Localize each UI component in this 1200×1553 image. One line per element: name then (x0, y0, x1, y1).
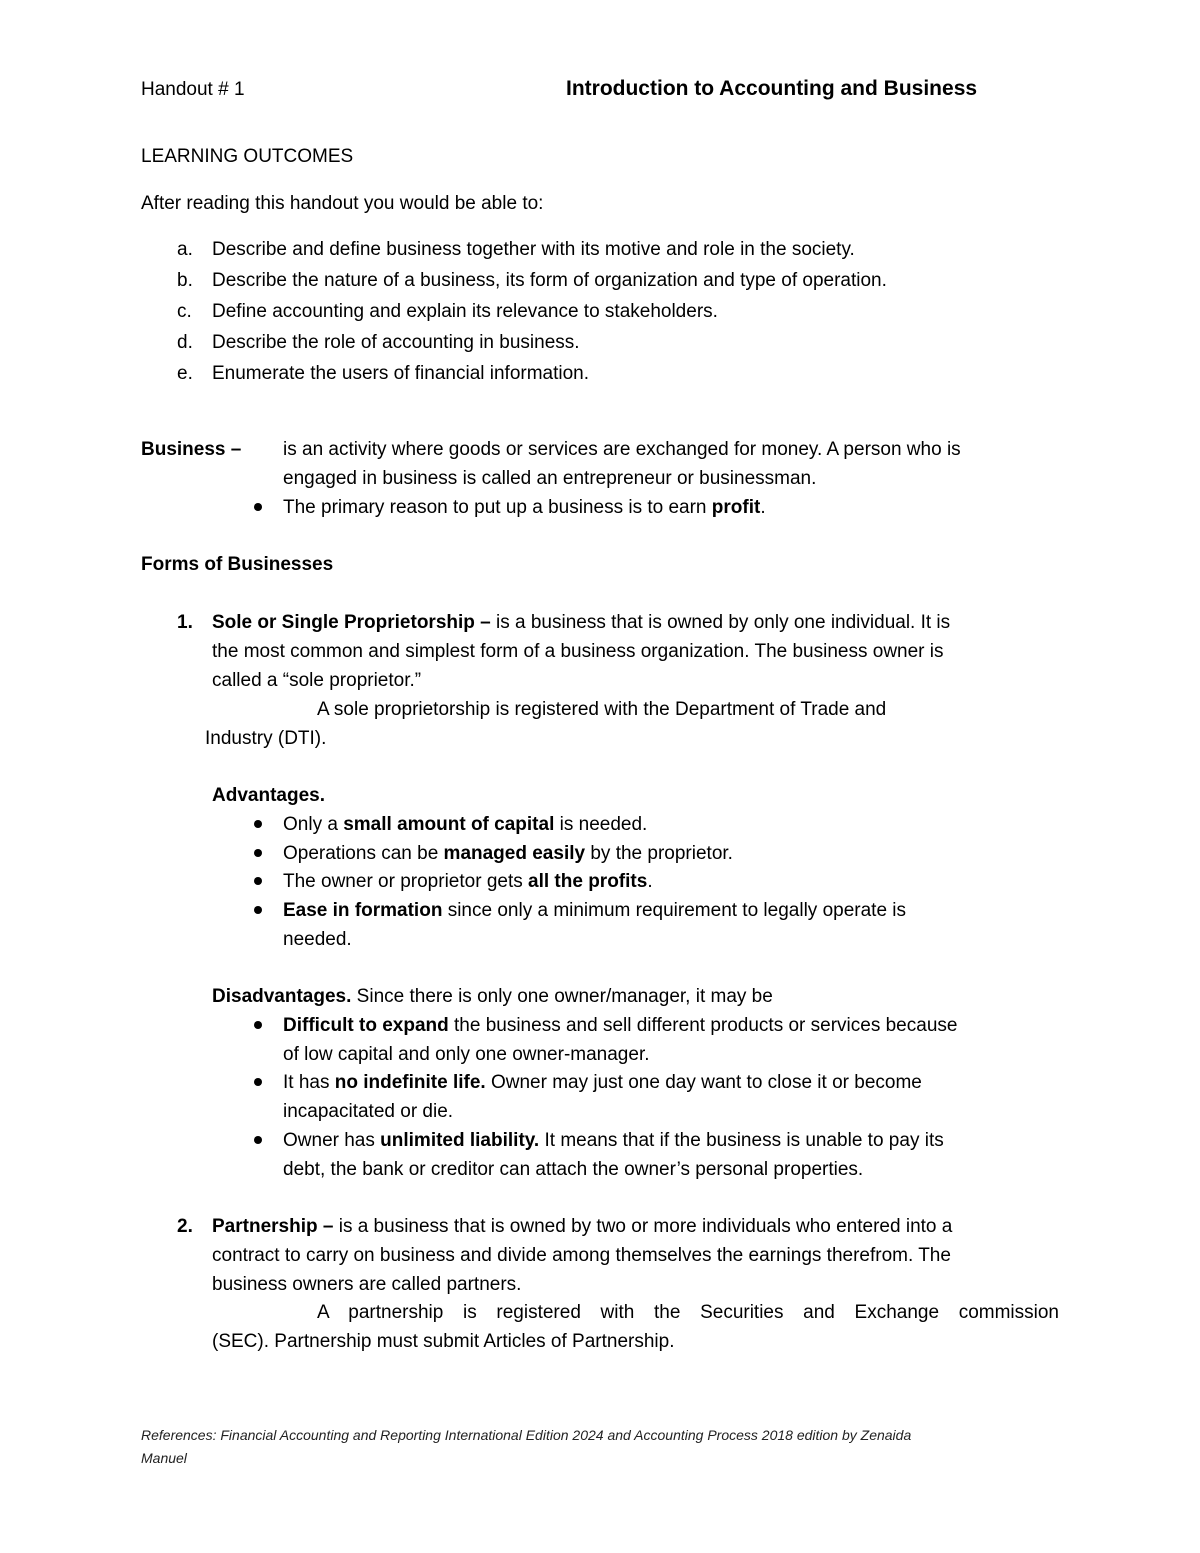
partnership-line2: contract to carry on business and divide among themselves the earnings therefrom. The (212, 1245, 951, 1266)
bullet-icon (254, 849, 262, 857)
sole-line2: the most common and simplest form of a business organization. The business owner is (212, 641, 944, 662)
sole-line1: Sole or Single Proprietorship – is a business that is owned by only one individual. It is (212, 612, 951, 633)
outcome-item: Define accounting and explain its relevance to stakeholders. (212, 301, 718, 322)
sole-registration-line1: A sole proprietorship is registered with the Department of Trade and (317, 699, 887, 720)
outcome-item: Describe the nature of a business, its form of organization and type of operation. (212, 270, 887, 291)
partnership-line1: Partnership – is a business that is owned by two or more individuals who entered into a (212, 1216, 953, 1237)
disadvantage-item: Owner has unlimited liability. It means that if the business is unable to pay its (283, 1130, 944, 1151)
disadvantage-item: It has no indefinite life. Owner may just one day want to close it or become (283, 1072, 922, 1093)
outcome-item: Enumerate the users of financial information. (212, 363, 590, 384)
disadvantage-item-continued: debt, the bank or creditor can attach the owner’s personal properties. (283, 1159, 864, 1180)
advantage-item: Ease in formation since only a minimum requirement to legally operate is (283, 900, 907, 921)
sole-number: 1. (177, 612, 193, 633)
advantage-item: Operations can be managed easily by the proprietor. (283, 843, 733, 864)
outcome-marker: b. (177, 270, 193, 291)
bullet-icon (254, 1021, 262, 1029)
advantage-item: The owner or proprietor gets all the profits. (283, 871, 653, 892)
sole-line3: called a “sole proprietor.” (212, 670, 422, 691)
partnership-registration-line2: (SEC). Partnership must submit Articles of Partnership. (212, 1331, 675, 1352)
learning-outcomes-heading: LEARNING OUTCOMES (141, 146, 354, 167)
business-definition-line1: is an activity where goods or services are exchanged for money. A person who is (283, 439, 961, 460)
bullet-icon (254, 877, 262, 885)
bullet-icon (254, 820, 262, 828)
advantages-heading: Advantages. (212, 785, 325, 806)
business-profit-bullet: The primary reason to put up a business is to earn profit. (283, 497, 766, 518)
outcome-marker: c. (177, 301, 192, 322)
document-title: Introduction to Accounting and Business (566, 77, 978, 100)
forms-heading: Forms of Businesses (141, 554, 334, 575)
partnership-number: 2. (177, 1216, 193, 1237)
bullet-icon (254, 906, 262, 914)
outcome-item: Describe and define business together with its motive and role in the society. (212, 239, 855, 260)
outcome-marker: a. (177, 239, 193, 260)
handout-number: Handout # 1 (141, 79, 245, 100)
bullet-icon (254, 1078, 262, 1086)
disadvantage-item-continued: incapacitated or die. (283, 1101, 454, 1122)
business-definition-line2: engaged in business is called an entrepreneur or businessman. (283, 468, 817, 489)
partnership-registration-line1: A partnership is registered with the Securities and Exchange commission (317, 1302, 1059, 1323)
business-term: Business – (141, 439, 242, 460)
bullet-icon (254, 1136, 262, 1144)
sole-registration-line2: Industry (DTI). (205, 728, 327, 749)
outcome-item: Describe the role of accounting in business. (212, 332, 580, 353)
outcome-marker: e. (177, 363, 193, 384)
disadvantage-item: Difficult to expand the business and sell different products or services because (283, 1015, 958, 1036)
advantage-item: Only a small amount of capital is needed. (283, 814, 648, 835)
outcome-marker: d. (177, 332, 193, 353)
disadvantage-item-continued: of low capital and only one owner-manager. (283, 1044, 650, 1065)
footer-references-line1: References: Financial Accounting and Reporting International Edition 2024 and Accounting Process 2018 edition by Zenaida (141, 1427, 912, 1443)
disadvantages-heading: Disadvantages. Since there is only one owner/manager, it may be (212, 986, 773, 1007)
bullet-icon (254, 503, 262, 511)
advantage-item-continued: needed. (283, 929, 352, 950)
outcomes-intro: After reading this handout you would be able to: (141, 193, 544, 214)
footer-references-line2: Manuel (141, 1450, 187, 1466)
partnership-line3: business owners are called partners. (212, 1274, 522, 1295)
